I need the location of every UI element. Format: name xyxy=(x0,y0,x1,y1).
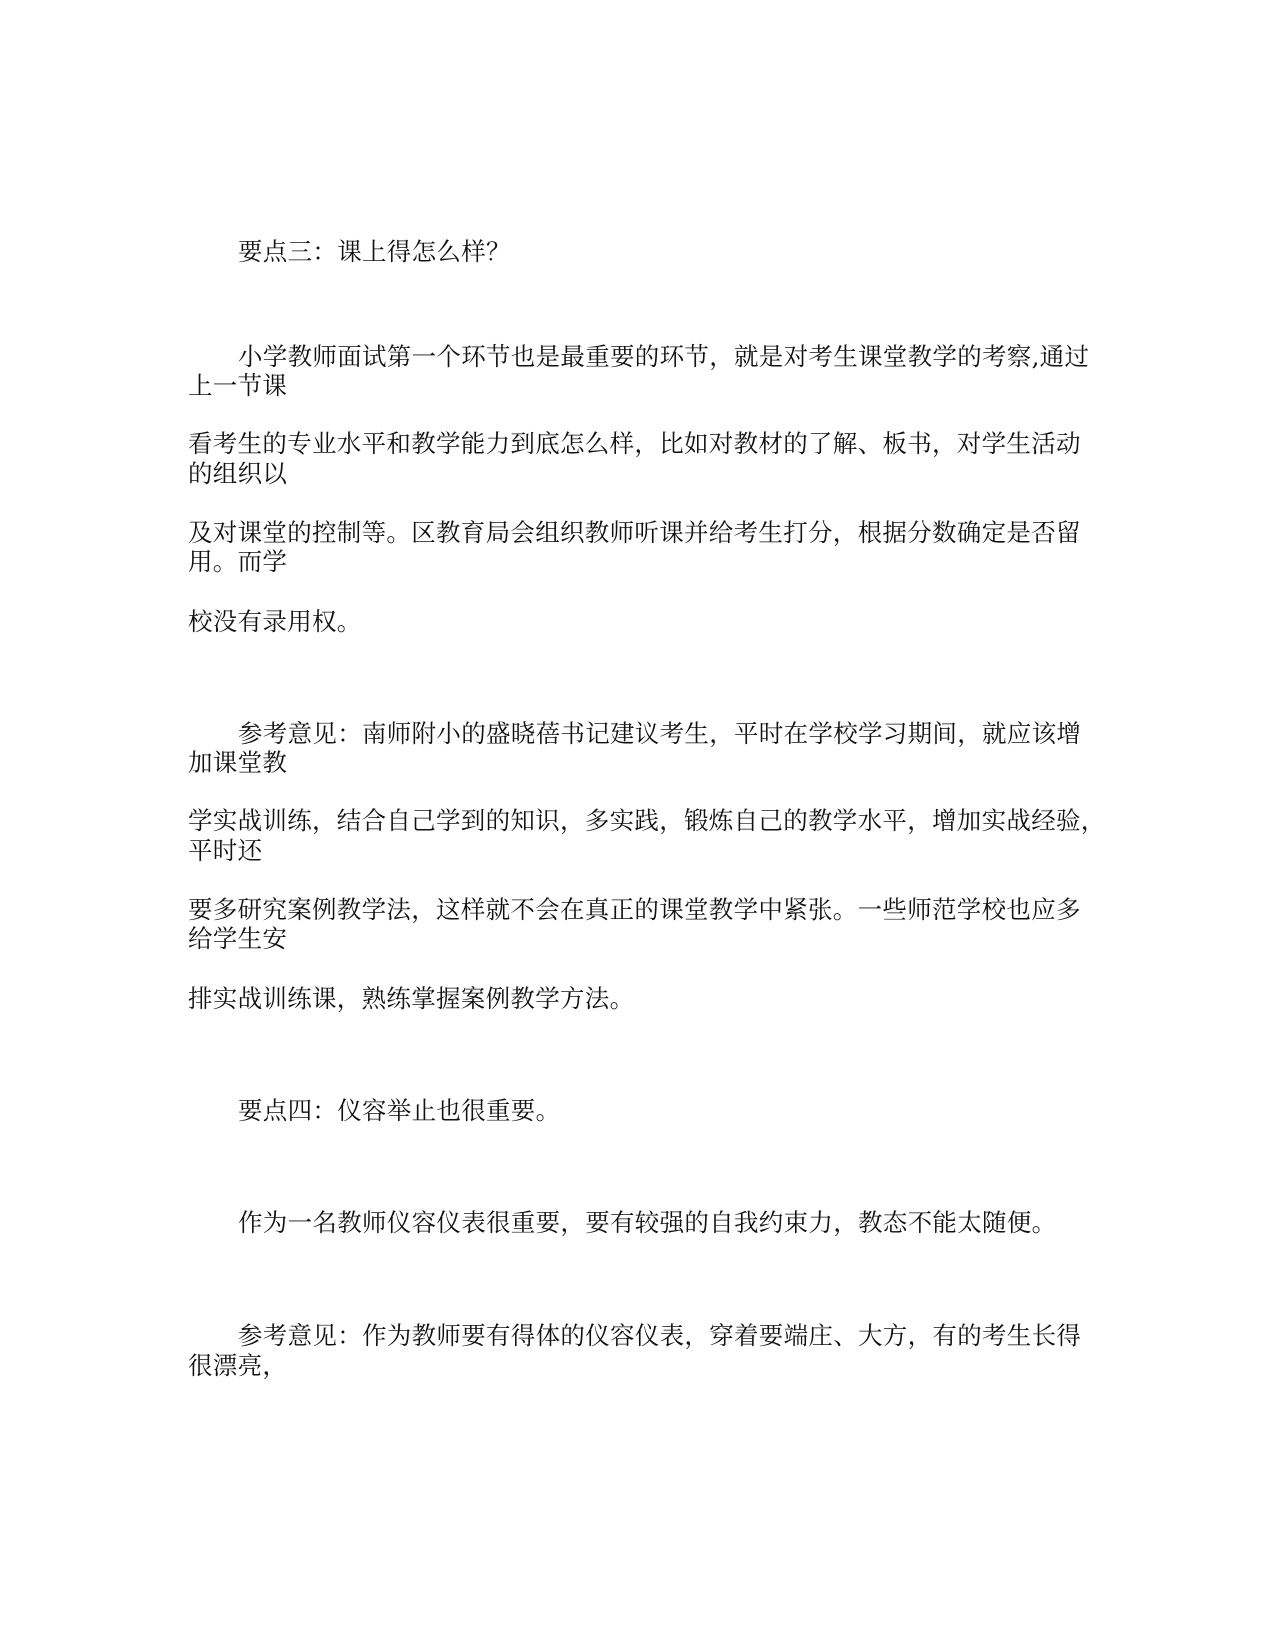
paragraph-line: 上一节课 xyxy=(188,371,288,400)
paragraph-line: 排实战训练课，熟练掌握案例教学方法。 xyxy=(188,984,635,1013)
paragraph-line: 看考生的专业水平和教学能力到底怎么样，比如对教材的了解、板书，对学生活动 xyxy=(188,429,1081,458)
paragraph-line: 平时还 xyxy=(188,836,263,865)
paragraph-line: 参考意见：作为教师要有得体的仪容仪表，穿着要端庄、大方，有的考生长得 xyxy=(238,1321,1082,1350)
paragraph-line: 要多研究案例教学法，这样就不会在真正的课堂教学中紧张。一些师范学校也应多 xyxy=(188,895,1081,924)
heading-point-three: 要点三：课上得怎么样？ xyxy=(238,237,511,266)
paragraph-line: 参考意见：南师附小的盛晓蓓书记建议考生，平时在学校学习期间，就应该增 xyxy=(238,719,1082,748)
paragraph-line: 校没有录用权。 xyxy=(188,607,362,636)
paragraph-line: 很漂亮， xyxy=(188,1351,288,1380)
paragraph-line: 的组织以 xyxy=(188,459,288,488)
paragraph-line: 及对课堂的控制等。区教育局会组织教师听课并给考生打分，根据分数确定是否留 xyxy=(188,518,1081,547)
paragraph-line: 作为一名教师仪容仪表很重要，要有较强的自我约束力，教态不能太随便。 xyxy=(238,1208,1057,1237)
paragraph-line: 小学教师面试第一个环节也是最重要的环节，就是对考生课堂教学的考察,通过 xyxy=(238,342,1090,371)
paragraph-line: 加课堂教 xyxy=(188,748,288,777)
heading-point-four: 要点四：仪容举止也很重要。 xyxy=(238,1096,561,1125)
paragraph-line: 用。而学 xyxy=(188,547,288,576)
paragraph-line: 给学生安 xyxy=(188,924,288,953)
paragraph-line: 学实战训练，结合自己学到的知识，多实践，锻炼自己的教学水平，增加实战经验， xyxy=(188,806,1106,835)
